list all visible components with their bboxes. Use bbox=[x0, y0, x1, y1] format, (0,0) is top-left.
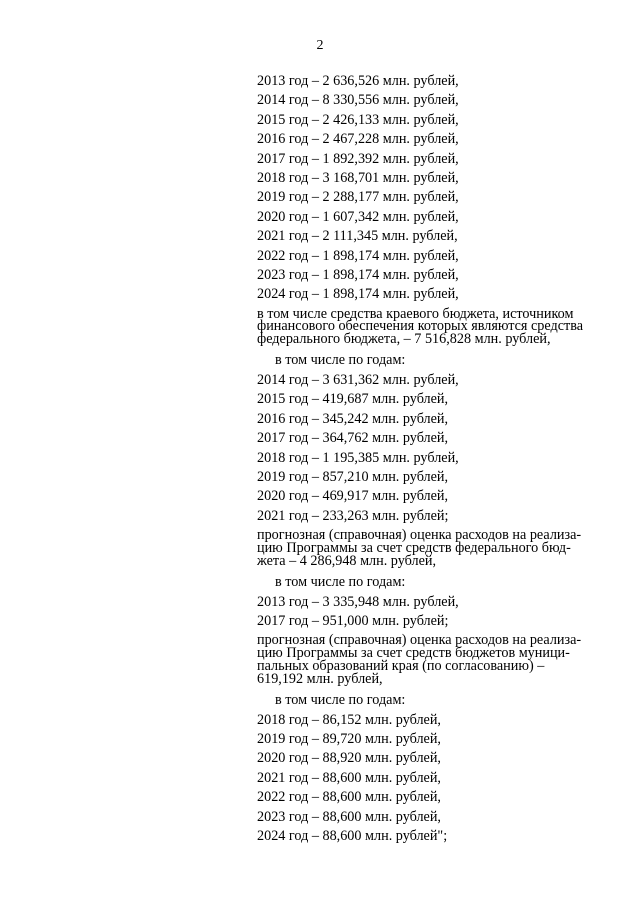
municipal-by-years-list bbox=[257, 711, 605, 847]
paragraph-line: жета – 4 286,948 млн. рублей, bbox=[257, 552, 437, 569]
year-line: 2015 год – 419,687 млн. рублей, bbox=[257, 391, 449, 408]
paragraph-line: в том числе средства краевого бюджета, источником bbox=[257, 305, 574, 322]
year-line: 2021 год – 88,600 млн. рублей, bbox=[257, 769, 441, 786]
year-line: 2016 год – 345,242 млн. рублей, bbox=[257, 410, 449, 427]
year-line: 2018 год – 3 168,701 млн. рублей, bbox=[257, 169, 459, 186]
document-body bbox=[257, 72, 605, 846]
paragraph-line: 619,192 млн. рублей, bbox=[257, 670, 383, 687]
year-line: 2024 год – 1 898,174 млн. рублей, bbox=[257, 286, 459, 303]
year-line: 2013 год – 3 335,948 млн. рублей, bbox=[257, 593, 459, 610]
federal-budget-paragraph bbox=[257, 529, 605, 567]
year-line: 2017 год – 951,000 млн. рублей; bbox=[257, 612, 449, 629]
year-line: 2021 год – 2 111,345 млн. рублей, bbox=[257, 228, 458, 245]
year-line: 2014 год – 3 631,362 млн. рублей, bbox=[257, 372, 459, 389]
year-line: 2023 год – 1 898,174 млн. рублей, bbox=[257, 266, 459, 283]
by-years-label: в том числе по годам: bbox=[275, 352, 406, 369]
year-line: 2017 год – 364,762 млн. рублей, bbox=[257, 430, 449, 447]
paragraph-line: пальных образований края (по согласованию) – bbox=[257, 657, 545, 674]
year-line: 2021 год – 233,263 млн. рублей; bbox=[257, 507, 449, 524]
year-line: 2019 год – 89,720 млн. рублей, bbox=[257, 730, 441, 747]
year-line: 2016 год – 2 467,228 млн. рублей, bbox=[257, 131, 459, 148]
municipal-budget-paragraph bbox=[257, 634, 605, 685]
year-line: 2015 год – 2 426,133 млн. рублей, bbox=[257, 111, 459, 128]
year-line: 2018 год – 86,152 млн. рублей, bbox=[257, 711, 441, 728]
year-line: 2014 год – 8 330,556 млн. рублей, bbox=[257, 92, 459, 109]
paragraph-line: прогнозная (справочная) оценка расходов на реализа- bbox=[257, 632, 582, 649]
year-line: 2017 год – 1 892,392 млн. рублей, bbox=[257, 150, 459, 167]
regional-budget-paragraph bbox=[257, 305, 605, 348]
year-line: 2023 год – 88,600 млн. рублей, bbox=[257, 808, 441, 825]
year-line: 2019 год – 857,210 млн. рублей, bbox=[257, 469, 449, 486]
by-years-label: в том числе по годам: bbox=[275, 691, 406, 708]
year-line: 2022 год – 1 898,174 млн. рублей, bbox=[257, 247, 459, 264]
year-line: 2018 год – 1 195,385 млн. рублей, bbox=[257, 449, 459, 466]
year-line: 2024 год – 88,600 млн. рублей"; bbox=[257, 827, 448, 844]
by-years-label: в том числе по годам: bbox=[275, 573, 406, 590]
page-number: 2 bbox=[316, 38, 324, 53]
year-line: 2020 год – 1 607,342 млн. рублей, bbox=[257, 208, 459, 225]
paragraph-line: федерального бюджета, – 7 516,828 млн. рублей, bbox=[257, 331, 551, 348]
paragraph-line: финансового обеспечения которых являются средства bbox=[257, 318, 584, 335]
federal-by-years-list bbox=[257, 593, 605, 632]
regional-by-years-list bbox=[257, 371, 605, 526]
total-by-years-list bbox=[257, 72, 605, 305]
paragraph-line: цию Программы за счет средств бюджетов муници- bbox=[257, 645, 570, 662]
paragraph-line: прогнозная (справочная) оценка расходов на реализа- bbox=[257, 527, 582, 544]
year-line: 2020 год – 88,920 млн. рублей, bbox=[257, 750, 441, 767]
year-line: 2013 год – 2 636,526 млн. рублей, bbox=[257, 73, 459, 89]
paragraph-line: цию Программы за счет средств федерального бюд- bbox=[257, 540, 571, 556]
year-line: 2020 год – 469,917 млн. рублей, bbox=[257, 488, 449, 505]
year-line: 2019 год – 2 288,177 млн. рублей, bbox=[257, 189, 459, 206]
year-line: 2022 год – 88,600 млн. рублей, bbox=[257, 789, 441, 806]
